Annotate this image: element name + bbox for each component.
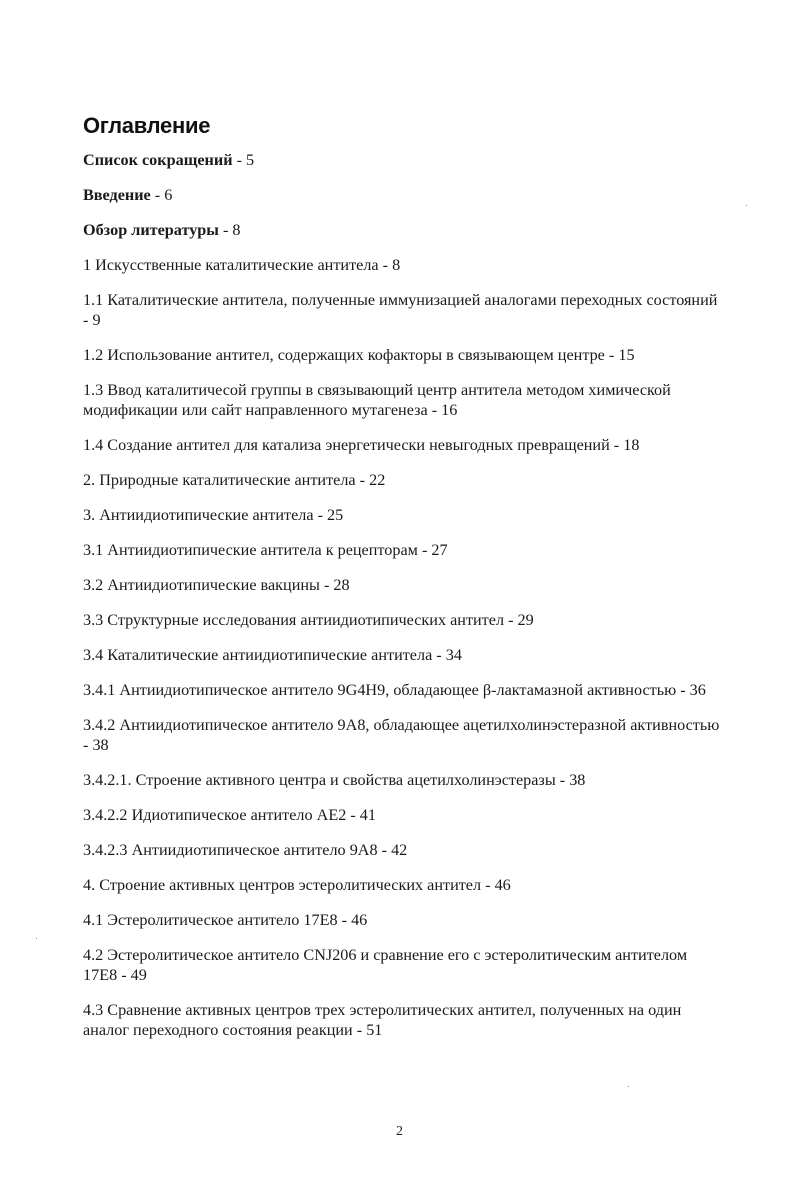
toc-entry-page: 28 (333, 576, 350, 594)
toc-entry-label: 4.3 Сравнение активных центров трех эстеролитических антител, полученных на один аналог переходного состояния реакции (83, 1001, 682, 1039)
toc-entry-label: 3.4.2.1. Строение активного центра и свойства ацетилхолинэстеразы (83, 771, 556, 789)
toc-entry: 3.4.2.2 Идиотипическое антитело АЕ2 - 41 (83, 806, 376, 824)
toc-entry-page: 49 (130, 966, 147, 984)
toc-entry: 4.1 Эстеролитическое антитело 17Е8 - 46 (83, 911, 368, 929)
page-title: Оглавление (83, 112, 211, 138)
toc-entry-page: 16 (441, 401, 458, 419)
toc-entry-label: 3.4.2 Антиидиотипическое антитело 9А8, обладающее ацетилхолинэстеразной активностью (83, 716, 720, 734)
toc-entry-label: Список сокращений (83, 151, 233, 169)
toc-entry: 1.4 Создание антител для катализа энергетически невыгодных превращений - 18 (83, 436, 640, 454)
scan-speck (36, 938, 37, 939)
toc-entry-page: 46 (351, 911, 368, 929)
toc-entry-page: 6 (164, 186, 173, 204)
toc-entry: 4.3 Сравнение активных центров трех эстеролитических антител, полученных на один аналог переходного состояния реакции - 51 (83, 1001, 682, 1039)
toc-entry: Список сокращений - 5 (83, 151, 255, 169)
toc-entry-label: 3.4.2.3 Антиидиотипическое антитело 9А8 (83, 841, 378, 859)
toc-entry-label: 3.1 Антиидиотипические антитела к рецепторам (83, 541, 418, 559)
toc-entry: 1 Искусственные каталитические антитела - 8 (83, 256, 401, 274)
toc-entry-page: 25 (327, 506, 344, 524)
toc-entry: 4.2 Эстеролитическое антитело CNJ206 и сравнение его с эстеролитическим антителом 17Е8 - 49 (83, 946, 688, 984)
toc-entry-label: 1 Искусственные каталитические антитела (83, 256, 379, 274)
toc-entry-page: 5 (246, 151, 255, 169)
toc-entry-page: 22 (369, 471, 386, 489)
scan-speck (628, 1086, 629, 1087)
table-of-contents (83, 150, 723, 1055)
toc-entry: 3.4.2.3 Антиидиотипическое антитело 9А8 - 42 (83, 841, 408, 859)
toc-entry-page: 36 (689, 681, 706, 699)
toc-entry-page: 15 (618, 346, 635, 364)
page-number: 2 (396, 1124, 403, 1139)
scan-speck (746, 205, 747, 206)
toc-entry: Введение - 6 (83, 186, 173, 204)
toc-entry-page: 38 (569, 771, 586, 789)
toc-entry-label: 3. Антиидиотипические антитела (83, 506, 314, 524)
toc-entry: 3.1 Антиидиотипические антитела к рецепторам - 27 (83, 541, 448, 559)
toc-entry-label: 3.4.2.2 Идиотипическое антитело АЕ2 (83, 806, 347, 824)
toc-entry: 3.4.2.1. Строение активного центра и свойства ацетилхолинэстеразы - 38 (83, 771, 586, 789)
toc-entry: 1.1 Каталитические антитела, полученные иммунизацией аналогами переходных состояний - 9 (83, 291, 718, 329)
toc-entry-label: 4. Строение активных центров эстеролитических антител (83, 876, 482, 894)
toc-entry: Обзор литературы - 8 (83, 221, 241, 239)
toc-entry-label: 3.2 Антиидиотипические вакцины (83, 576, 320, 594)
toc-entry-page: 18 (623, 436, 640, 454)
toc-entry: 3.4.1 Антиидиотипическое антитело 9G4H9, обладающее β-лактамазной активностью - 36 (83, 681, 706, 699)
toc-entry-label: Введение (83, 186, 151, 204)
toc-entry-label: 1.1 Каталитические антитела, полученные иммунизацией аналогами переходных состояний (83, 291, 718, 309)
toc-entry-page: 9 (92, 311, 101, 329)
toc-entry-label: Обзор литературы (83, 221, 219, 239)
toc-entry: 4. Строение активных центров эстеролитических антител - 46 (83, 876, 511, 894)
toc-entry-page: 42 (391, 841, 408, 859)
toc-entry: 3.2 Антиидиотипические вакцины - 28 (83, 576, 350, 594)
toc-entry-page: 27 (431, 541, 448, 559)
toc-entry-label: 3.3 Структурные исследования антиидиотипических антител (83, 611, 505, 629)
toc-entry-label: 3.4 Каталитические антиидиотипические антитела (83, 646, 433, 664)
toc-entry: 3.3 Структурные исследования антиидиотипических антител - 29 (83, 611, 534, 629)
toc-entry: 2. Природные каталитические антитела - 22 (83, 471, 386, 489)
toc-entry-page: 8 (392, 256, 401, 274)
toc-entry-page: 46 (494, 876, 511, 894)
toc-entry-label: 1.4 Создание антител для катализа энергетически невыгодных превращений (83, 436, 610, 454)
toc-entry: 3.4.2 Антиидиотипическое антитело 9А8, обладающее ацетилхолинэстеразной активностью - 38 (83, 716, 720, 754)
toc-entry: 1.3 Ввод каталитичесой группы в связывающий центр антитела методом химической модификации или сайт направленного мутагенеза - 16 (83, 381, 671, 419)
toc-entry-label: 4.2 Эстеролитическое антитело CNJ206 и сравнение его с эстеролитическим антителом 17Е8 (83, 946, 688, 984)
toc-entry-page: 34 (445, 646, 462, 664)
toc-entry-page: 38 (92, 736, 109, 754)
toc-entry-page: 8 (232, 221, 241, 239)
toc-entry: 1.2 Использование антител, содержащих кофакторы в связывающем центре - 15 (83, 346, 635, 364)
toc-entry-label: 4.1 Эстеролитическое антитело 17Е8 (83, 911, 338, 929)
toc-entry-label: 1.3 Ввод каталитичесой группы в связывающий центр антитела методом химической модификации или сайт направленного мутагенеза (83, 381, 671, 419)
toc-entry-label: 3.4.1 Антиидиотипическое антитело 9G4H9, обладающее β-лактамазной активностью (83, 681, 677, 699)
toc-entry-label: 1.2 Использование антител, содержащих кофакторы в связывающем центре (83, 346, 605, 364)
toc-entry-page: 51 (366, 1021, 383, 1039)
toc-entry-page: 29 (517, 611, 534, 629)
toc-entry: 3. Антиидиотипические антитела - 25 (83, 506, 344, 524)
toc-entry: 3.4 Каталитические антиидиотипические антитела - 34 (83, 646, 462, 664)
toc-entry-page: 41 (359, 806, 376, 824)
toc-entry-label: 2. Природные каталитические антитела (83, 471, 356, 489)
